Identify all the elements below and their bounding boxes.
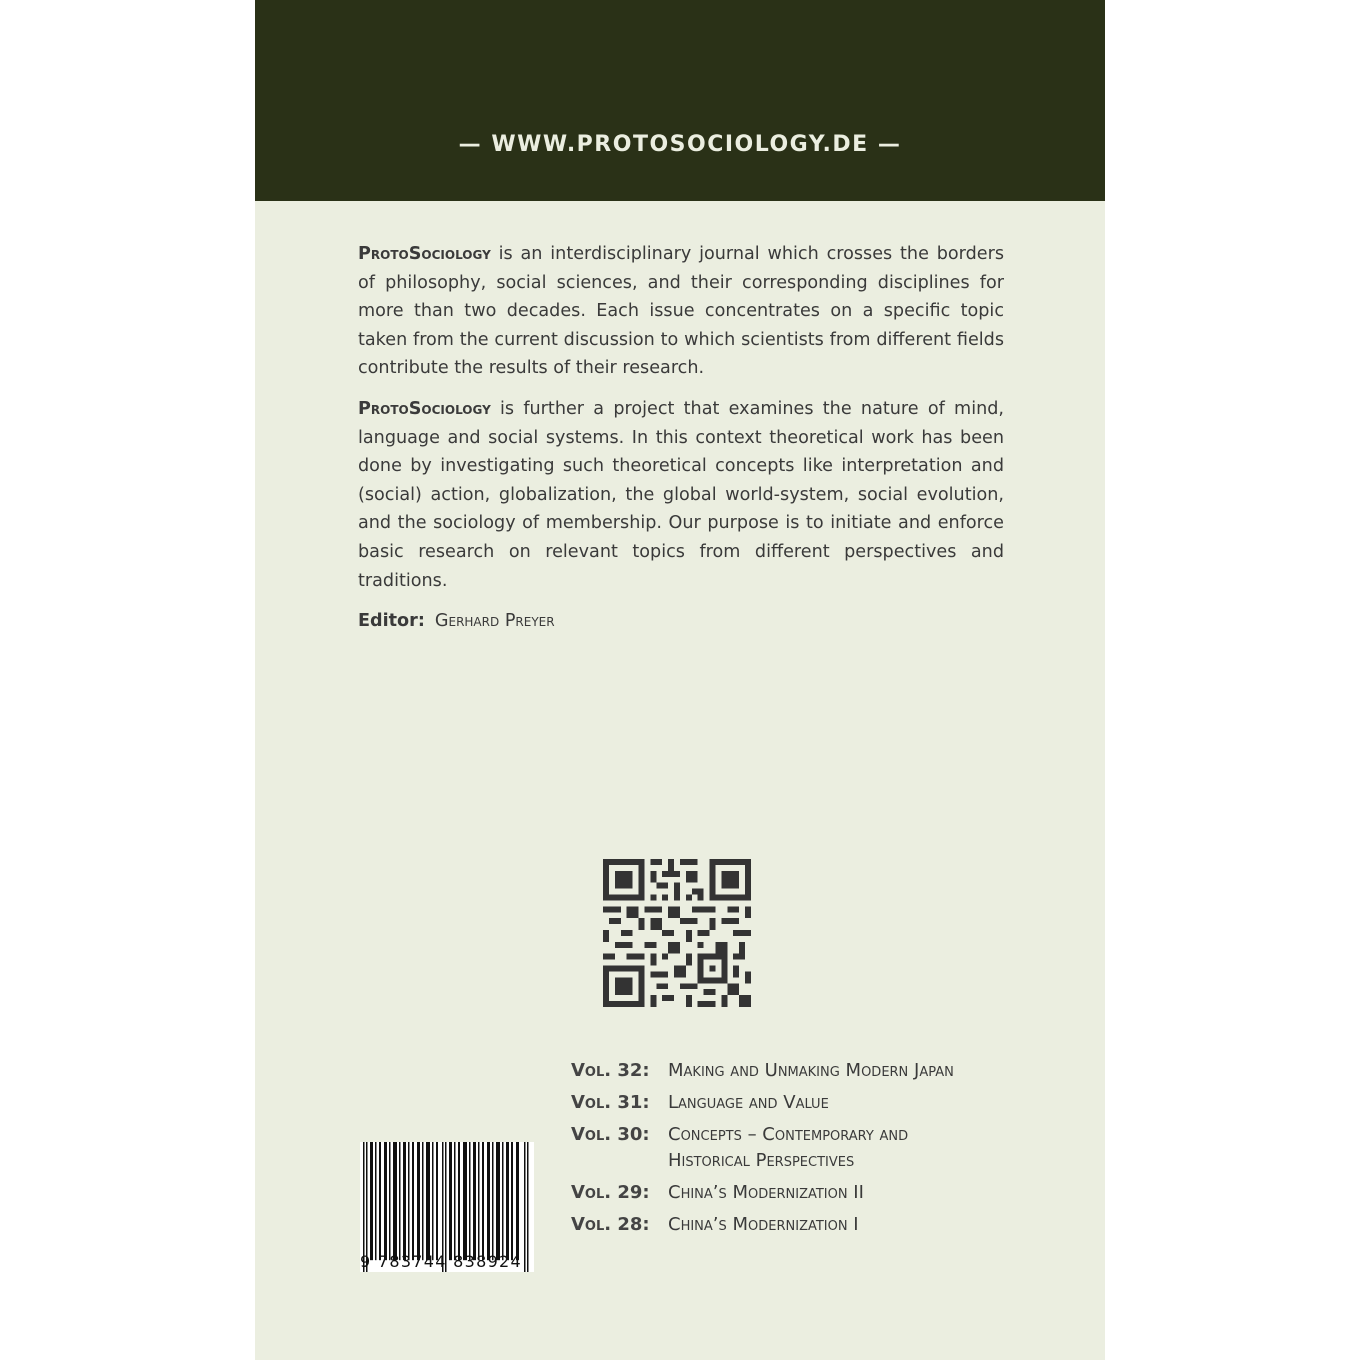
journal-name: ProtoSociology: [358, 398, 491, 419]
volume-list: [571, 1058, 991, 1244]
description-block: [358, 240, 1004, 636]
volume-item: [571, 1090, 991, 1116]
editor-line: [358, 607, 1004, 636]
volume-item: [571, 1058, 991, 1084]
volume-label: Vol. 28:: [571, 1214, 650, 1235]
volume-label: Vol. 32:: [571, 1060, 650, 1081]
book-back-cover: [255, 0, 1105, 1360]
volume-label: Vol. 30:: [571, 1124, 650, 1145]
volume-item: [571, 1180, 991, 1206]
barcode-number: 9 783744 838924: [360, 1252, 523, 1271]
volume-title: Concepts – Contemporary and Historical Perspectives: [668, 1124, 909, 1171]
volume-label: Vol. 29:: [571, 1182, 650, 1203]
description-paragraph-1: [358, 240, 1004, 383]
volume-title: China’s Modernization II: [668, 1182, 864, 1203]
journal-name: ProtoSociology: [358, 244, 491, 264]
qr-code[interactable]: [603, 859, 751, 1007]
volume-title: Language and Value: [668, 1092, 829, 1113]
description-text-1: is an interdisciplinary journal which crosses the borders of philosophy, social sciences, and their corresponding disciplines for more than two decades. Each issue concentrates on a specific topic taken from the current discussion to which scientists from different fields contribute the results of their research.: [358, 244, 1004, 379]
volume-title: Making and Unmaking Modern Japan: [668, 1060, 954, 1081]
editor-name: Gerhard Preyer: [434, 611, 555, 632]
description-text-2: is further a project that examines the nature of mind, language and social systems. In this context theoretical work has been done by investigating such theoretical concepts like interpretation and (social) action, globalization, the global world-system, social evolution, and the sociology of membership. Our purpose is to initiate and enforce basic research on relevant topics from different perspectives and traditions.: [358, 398, 1004, 591]
volume-item: [571, 1212, 991, 1238]
header-band: [255, 0, 1105, 201]
volume-title: China’s Modernization I: [668, 1214, 859, 1235]
description-paragraph-2: [358, 395, 1004, 595]
volume-label: Vol. 31:: [571, 1092, 650, 1113]
editor-label: Editor:: [358, 611, 425, 632]
volume-item: [571, 1122, 991, 1174]
website-url[interactable]: — WWW.PROTOSOCIOLOGY.DE —: [458, 132, 902, 157]
